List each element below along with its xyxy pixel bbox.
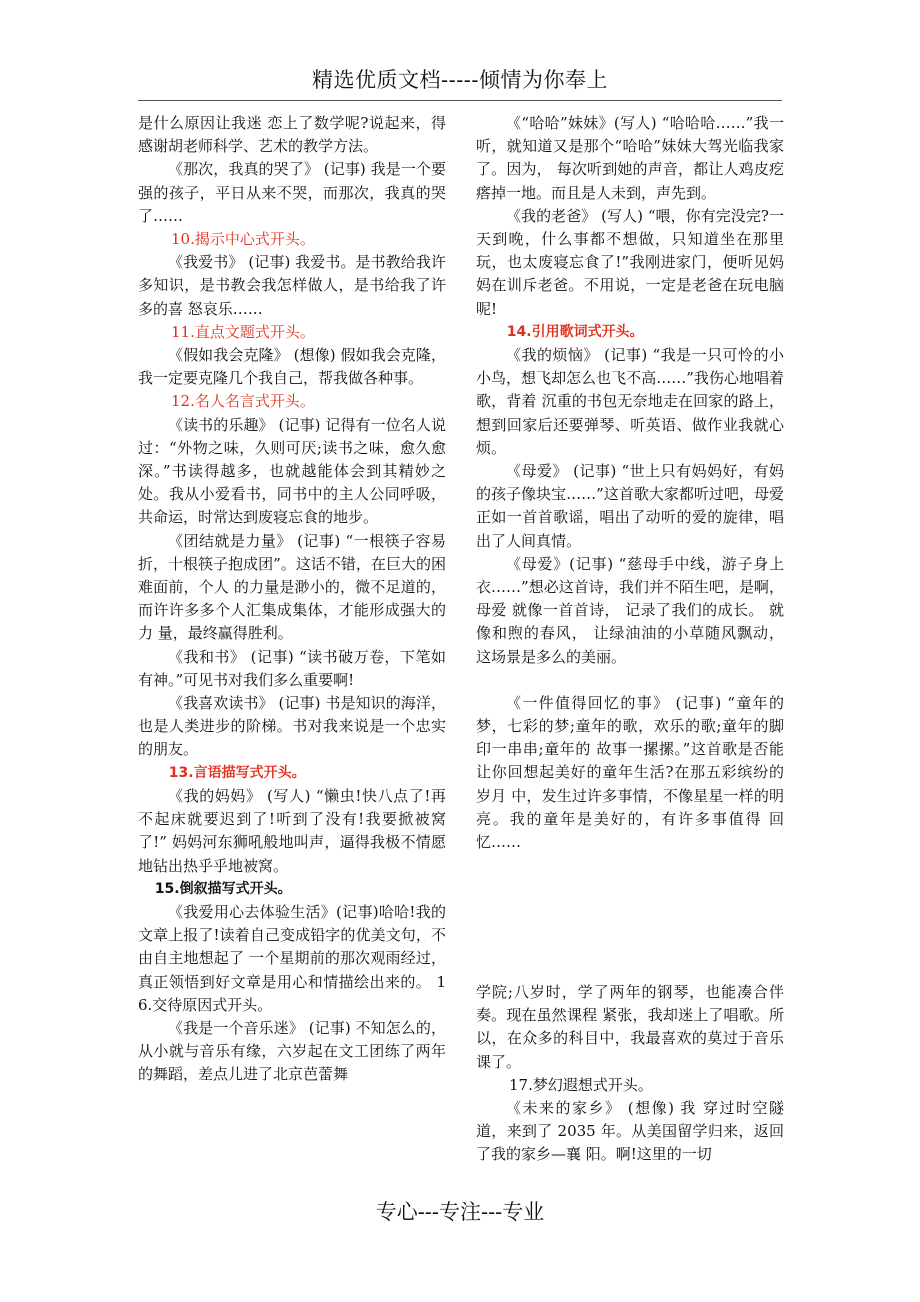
section-heading: 15.倒叙描写式开头。 bbox=[154, 880, 292, 897]
paragraph: 《团结就是力量》 (记事) “一根筷子容易折，十根筷子抱成团”。这话不错，在巨大的困难面前，个人 的力量是渺小的，微不足道的，而许许多多个人汇集成集体，才能形成强大的力 量，最终赢得胜利。 bbox=[138, 531, 446, 643]
right-column-bottom bbox=[476, 981, 784, 1167]
section-heading: 11.直点文题式开头。 bbox=[171, 322, 315, 341]
paragraph: 《我爱用心去体验生活》(记事)哈哈!我的文章上报了!读着自己变成铅字的优美文句，不由自主地想起了 一个星期前的那次观雨经过，真正领悟到好文章是用心和情描绘出来的。 16.交待原因式开头。 bbox=[138, 902, 446, 1014]
paragraph: 《我的妈妈》 (写人) “懒虫!快八点了!再不起床就要迟到了!听到了没有!我要掀被窝了!” 妈妈河东狮吼般地叫声，逼得我极不情愿地钻出热乎乎地被窝。 bbox=[138, 786, 446, 875]
paragraph-gap bbox=[476, 669, 784, 692]
page-footer: 专心---专注---专业 bbox=[375, 1200, 545, 1224]
paragraph: 《母爱》(记事) “慈母手中线，游子身上衣……”想必这首诗，我们并不陌生吧，是啊，母爱 就像一首首诗， 记录了我们的成长。 就像和煦的春风， 让绿油油的小草随风飘动， 这场景是多么的美丽。 bbox=[476, 554, 784, 666]
paragraph: 学院;八岁时，学了两年的钢琴，也能凑合伴奏。现在虽然课程 紧张，我却迷上了唱歌。所以，在众多的科目中，我最喜欢的莫过于音乐课了。 bbox=[476, 983, 784, 1071]
paragraph: 《我是一个音乐迷》 (记事) 不知怎么的，从小就与音乐有缘，六岁起在文工团练了两年的舞蹈，差点儿进了北京芭蕾舞 bbox=[138, 1018, 446, 1084]
paragraph: 《我的烦恼》 (记事) “我是一只可怜的小小鸟，想飞却怎么也飞不高……”我伤心地唱着歌，背着 沉重的书包无奈地走在回家的路上，想到回家后还要弹琴、听英语、做作业我就心烦。 bbox=[476, 346, 784, 457]
page-header: 精选优质文档-----倾情为你奉上 bbox=[312, 68, 608, 92]
paragraph: 《假如我会克隆》 (想像) 假如我会克隆，我一定要克隆几个我自己，帮我做各种事。 bbox=[138, 346, 446, 388]
section-heading: 14.引用歌词式开头。 bbox=[506, 323, 644, 340]
left-column bbox=[138, 112, 446, 1087]
section-heading: 17.梦幻遐想式开头。 bbox=[509, 1075, 653, 1094]
paragraph: 是什么原因让我迷 恋上了数学呢?说起来，得感谢胡老师科学、艺术的教学方法。 bbox=[138, 114, 446, 156]
section-heading: 12.名人名言式开头。 bbox=[171, 392, 315, 411]
right-column-top bbox=[476, 112, 784, 854]
paragraph: 《母爱》 (记事) “世上只有妈妈好，有妈的孩子像块宝……”这首歌大家都听过吧，母爱正如一首首歌谣，唱出了动听的爱的旋律，唱出了人间真情。 bbox=[476, 462, 784, 550]
paragraph: 《一件值得回忆的事》 (记事) “童年的梦，七彩的梦;童年的歌，欢乐的歌;童年的脚印一串串;童年的 故事一摞摞。”这首歌是否能让你回想起美好的童年生活?在那五彩缤纷的岁月 中，发生过许多事情，不像星星一样的明亮。我的童年是美好的，有许多事值得 回忆…… bbox=[476, 693, 784, 852]
header-rule bbox=[138, 100, 782, 101]
paragraph: 《那次，我真的哭了》 (记事) 我是一个要强的孩子，平日从来不哭，而那次，我真的哭了…… bbox=[138, 160, 446, 225]
paragraph: 《我喜欢读书》 (记事) 书是知识的海洋，也是人类进步的阶梯。书对我来说是一个忠实的朋友。 bbox=[138, 694, 446, 759]
paragraph: 《“哈哈”妹妹》(写人) “哈哈哈……”我一听，就知道又是那个“哈哈”妹妹大驾光临我家了。因为， 每次听到她的声音，都让人鸡皮疙瘩掉一地。而且是人未到，声先到。 bbox=[476, 114, 784, 202]
paragraph: 《我爱书》 (记事) 我爱书。是书教给我许多知识，是书教会我怎样做人，是书给我了许多的喜 怒哀乐…… bbox=[138, 253, 446, 318]
paragraph: 《读书的乐趣》 (记事) 记得有一位名人说过：“外物之味，久则可厌;读书之味，愈久愈深。”书读得越多，也就越能体会到其精妙之处。我从小爱看书，同书中的主人公同呼吸， 共命运，时常达到废寝忘食的地步。 bbox=[138, 415, 446, 527]
paragraph: 《未来的家乡》 (想像) 我 穿过时空隧道，来到了 2035 年。从美国留学归来，返回了我的家乡—襄 阳。啊!这里的一切 bbox=[476, 1099, 784, 1164]
section-heading: 13.言语描写式开头。 bbox=[168, 764, 306, 781]
paragraph: 《我和书》 (记事) “读书破万卷，下笔如有神。”可见书对我们多么重要啊! bbox=[138, 647, 446, 689]
paragraph: 《我的老爸》 (写人) “喂，你有完没完?一天到晚，什么事都不想做，只知道坐在那里玩，也太废寝忘食了!”我刚进家门，便听见妈妈在训斥老爸。不用说，一定是老爸在玩电脑呢! bbox=[476, 206, 784, 318]
section-heading: 10.揭示中心式开头。 bbox=[171, 230, 315, 249]
